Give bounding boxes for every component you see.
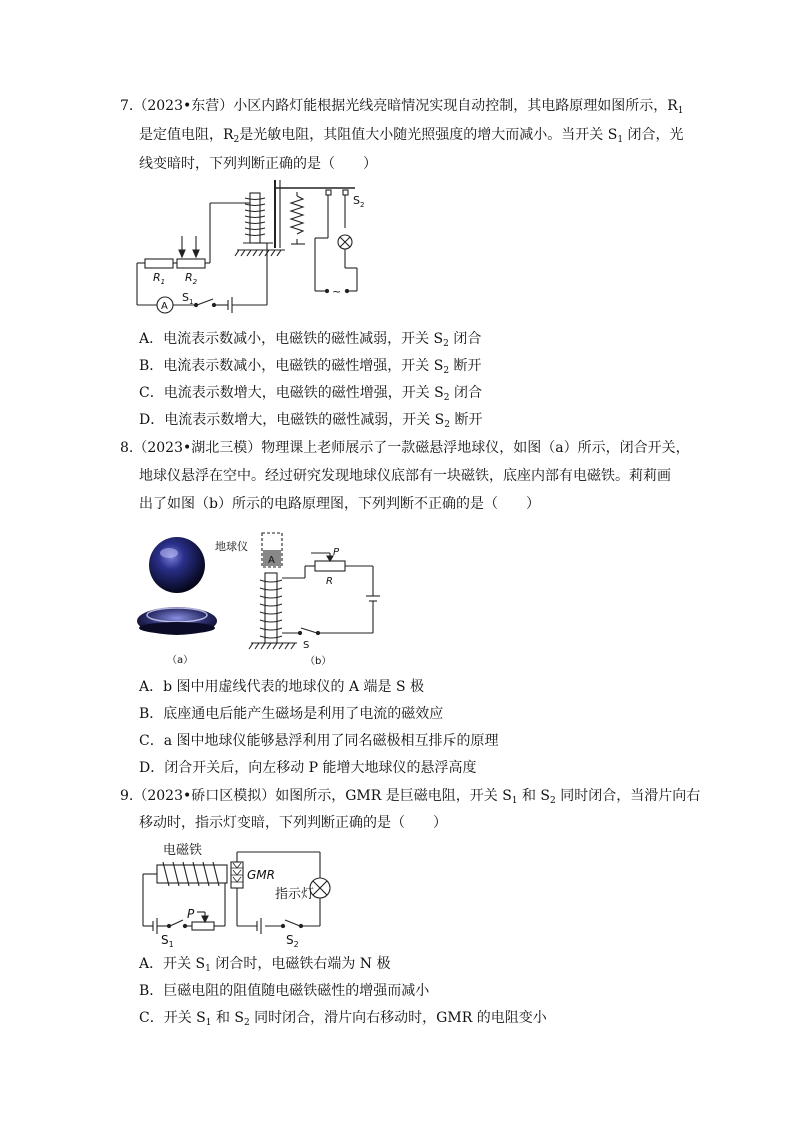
q9-s1-label: $S_1$: [161, 933, 174, 949]
q9-option-c: C．开关 $S_1$ 和 $S_2$ 同时闭合，滑片向右移动时，GMR 的电阻变小: [139, 1010, 547, 1028]
q7-s1-label: $S_1$: [182, 291, 194, 306]
q9-circuit-figure: [135, 838, 345, 948]
q7-line2: 是定值电阻，$R_2$是光敏电阻，其阻值大小随光照强度的增大而减小。当开关 $S_1$ 闭合，光: [139, 127, 684, 145]
q7-r1-label: $R_1$: [153, 271, 166, 286]
q8-p-label: P: [333, 547, 340, 558]
q8-label-b: （b）: [305, 656, 332, 667]
q8-circuit-figure: [215, 528, 385, 668]
q8-globe-photo: [135, 525, 225, 670]
q8-label-a: （a）: [167, 655, 194, 666]
q9-p-label: P: [187, 907, 195, 921]
q8-option-b: B．底座通电后能产生磁场是利用了电流的磁效应: [139, 706, 444, 722]
q9-electromagnet-label: 电磁铁: [163, 843, 203, 858]
q9-line1: 9.（2023•硚口区模拟）如图所示，GMR 是巨磁电阻，开关 $S_1$ 和 $S_2$ 同时闭合，当滑片向右: [120, 788, 701, 806]
q7-line1: 7.（2023•东营）小区内路灯能根据光线亮暗情况实现自动控制，其电路原理如图所示，$R_1$: [120, 98, 684, 116]
q9-gmr-label: GMR: [247, 868, 275, 882]
q7-ac-label: ~: [332, 285, 342, 298]
q8-globe-label: 地球仪: [215, 540, 248, 553]
q8-line2: 地球仪悬浮在空中。经过研究发现地球仪底部有一块磁铁，底座内部有电磁铁。莉莉画: [139, 468, 671, 484]
q8-a-end-label: A: [268, 555, 275, 566]
q8-line3: 出了如图（b）所示的电路原理图，下列判断不正确的是（ ）: [139, 496, 540, 512]
q7-line3: 线变暗时，下列判断正确的是（ ）: [139, 156, 377, 172]
q8-s-label: S: [303, 640, 310, 651]
q8-line1: 8.（2023•湖北三模）物理课上老师展示了一款磁悬浮地球仪，如图（a）所示，闭合开关，: [120, 440, 690, 456]
q9-option-a: A．开关 $S_1$ 闭合时，电磁铁右端为 N 极: [139, 956, 391, 974]
q8-option-d: D．闭合开关后，向左移动 P 能增大地球仪的悬浮高度: [139, 760, 477, 776]
q9-s2-label: $S_2$: [286, 933, 299, 949]
q7-option-a: A．电流表示数减小，电磁铁的磁性减弱，开关 $S_2$ 闭合: [139, 331, 482, 349]
q7-ammeter-label: A: [161, 301, 168, 312]
q9-lamp-label: 指示灯: [275, 887, 315, 902]
q7-r2-label: $R_2$: [185, 271, 198, 286]
q7-option-c: C．电流表示数增大，电磁铁的磁性增强，开关 $S_2$ 闭合: [139, 385, 482, 403]
q9-line2: 移动时，指示灯变暗，下列判断正确的是（ ）: [139, 815, 447, 831]
q8-option-a: A．b 图中用虚线代表的地球仪的 A 端是 S 极: [139, 679, 425, 695]
q7-option-d: D．电流表示数增大，电磁铁的磁性减弱，开关 $S_2$ 断开: [139, 412, 483, 430]
q7-circuit-figure: [125, 178, 385, 313]
q7-s2-label: $S_2$: [353, 194, 365, 209]
q9-option-b: B．巨磁电阻的阻值随电磁铁磁性的增强而减小: [139, 983, 430, 999]
q8-r-label: R: [326, 576, 333, 587]
q8-option-c: C．a 图中地球仪能够悬浮利用了同名磁极相互排斥的原理: [139, 733, 499, 749]
q7-option-b: B．电流表示数减小，电磁铁的磁性增强，开关 $S_2$ 断开: [139, 358, 482, 376]
